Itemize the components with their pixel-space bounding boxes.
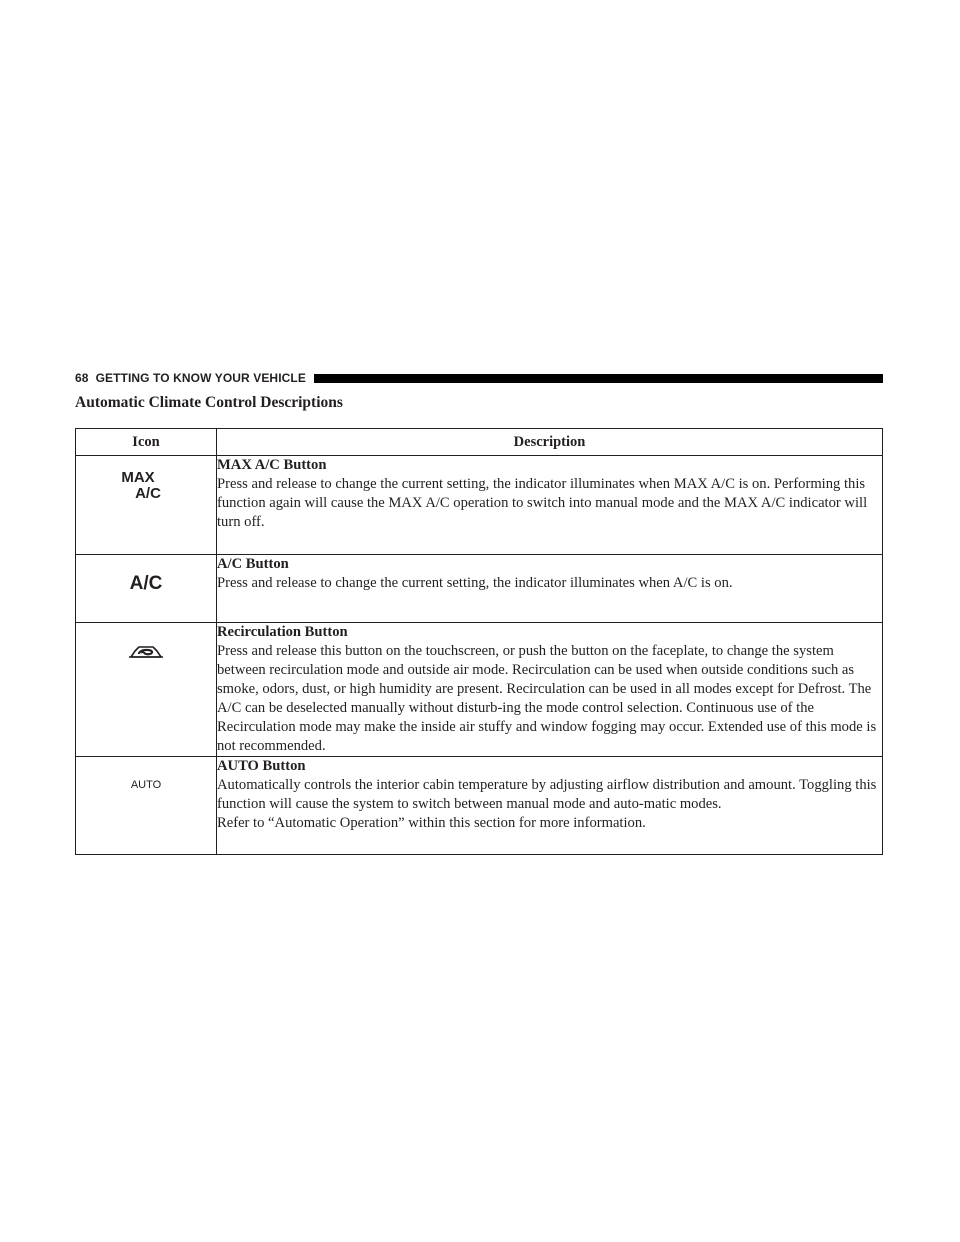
ac-icon: A/C bbox=[129, 573, 163, 594]
header-rule bbox=[314, 374, 883, 383]
icon-column-header: Icon bbox=[76, 429, 217, 456]
section-title: Automatic Climate Control Descriptions bbox=[75, 394, 343, 411]
page-header bbox=[75, 371, 883, 385]
icon-cell bbox=[76, 555, 217, 623]
description-cell bbox=[217, 623, 883, 757]
button-title: MAX A/C Button bbox=[217, 457, 327, 473]
auto-icon: AUTO bbox=[130, 779, 162, 791]
button-title: Recirculation Button bbox=[217, 624, 348, 640]
recirculation-icon bbox=[126, 643, 166, 666]
button-description: Automatically controls the interior cabin temperature by adjusting airflow distribution and amount. Toggling this function will cause the system to switch between manual mode and auto-matic modes. bbox=[217, 777, 877, 812]
table-row bbox=[76, 555, 883, 623]
max-ac-icon: MAX A/C bbox=[121, 469, 161, 502]
icon-cell bbox=[76, 456, 217, 555]
table-row bbox=[76, 757, 883, 855]
table-header-row bbox=[76, 429, 883, 456]
button-description: Press and release to change the current setting, the indicator illuminates when A/C is on. bbox=[217, 575, 733, 591]
button-description: Press and release this button on the touchscreen, or push the button on the faceplate, to change the system between recirculation mode and outside air mode. Recirculation can be used when outside conditions such as smoke, odors, dust, or high humidity are present. Recirculation can be used in all modes except for Defrost. The A/C can be deselected manually without disturb-ing the mode control selection. Continuous use of the Recirculation mode may make the inside air stuffy and window fogging may occur. Extended use of this mode is not recommended. bbox=[217, 643, 877, 754]
icon-cell bbox=[76, 623, 217, 757]
description-cell bbox=[217, 456, 883, 555]
table-row bbox=[76, 623, 883, 757]
table-row bbox=[76, 456, 883, 555]
button-reference-note: Refer to “Automatic Operation” within this section for more information. bbox=[217, 815, 646, 831]
climate-control-table bbox=[75, 428, 883, 855]
button-title: A/C Button bbox=[217, 556, 289, 572]
page-number: 68 bbox=[75, 371, 89, 385]
button-title: AUTO Button bbox=[217, 758, 306, 774]
chapter-name: GETTING TO KNOW YOUR VEHICLE bbox=[95, 371, 306, 385]
description-column-header: Description bbox=[217, 429, 883, 456]
description-cell bbox=[217, 555, 883, 623]
icon-cell bbox=[76, 757, 217, 855]
button-description: Press and release to change the current setting, the indicator illuminates when MAX A/C is on. Performing this function again will cause the MAX A/C operation to switch into manual mode and the MAX A/C indicator will turn off. bbox=[217, 476, 868, 530]
description-cell bbox=[217, 757, 883, 855]
